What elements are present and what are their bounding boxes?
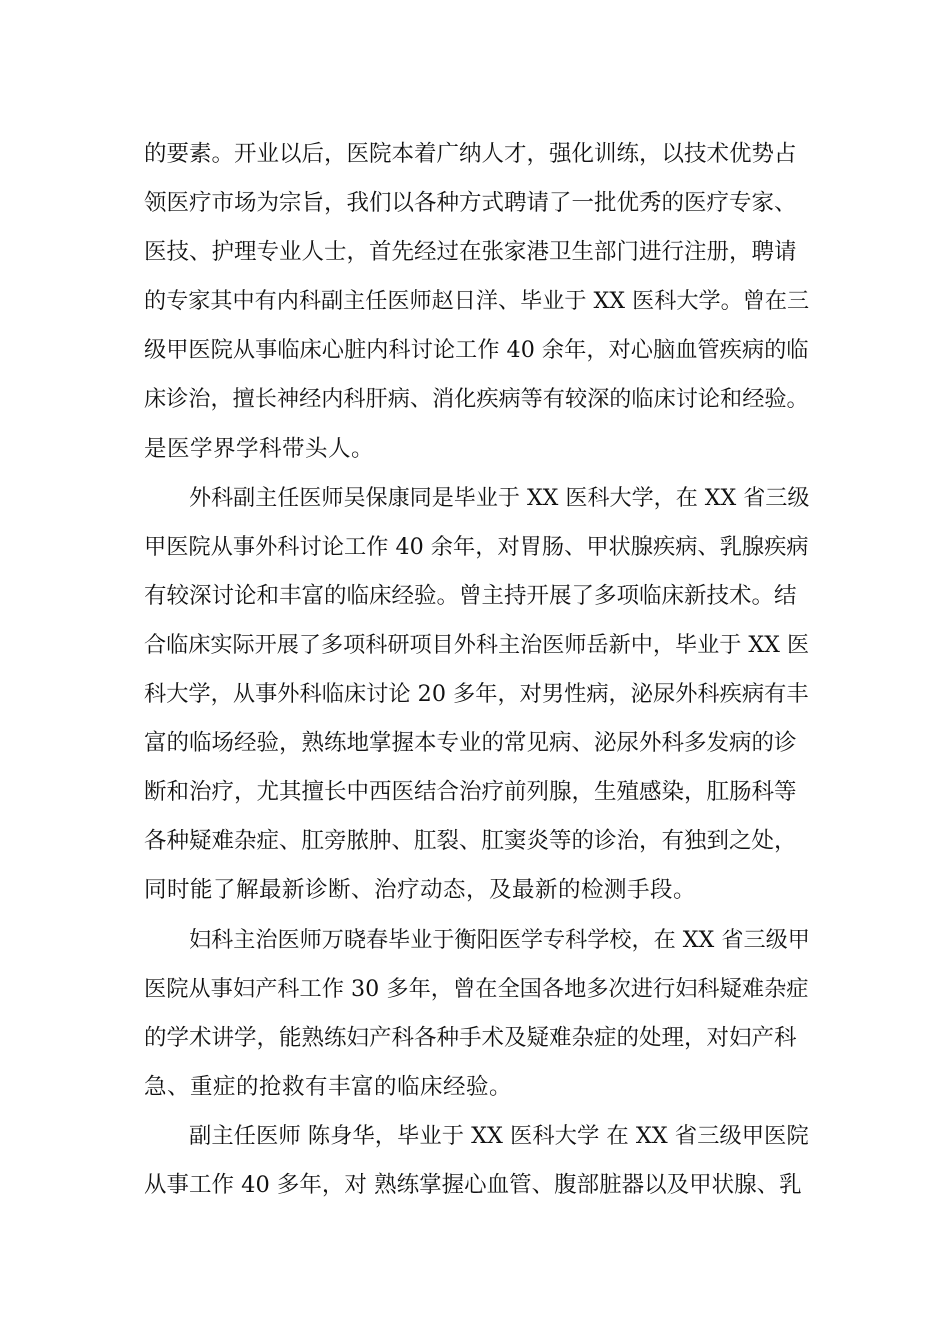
text-line: 急、重症的抢救有丰富的临床经验。 bbox=[144, 1073, 513, 1100]
text-line: 有较深讨论和丰富的临床经验。曾主持开展了多项临床新技术。结 bbox=[144, 582, 797, 609]
text-line: 甲医院从事外科讨论工作 40 余年，对胃肠、甲状腺疾病、乳腺疾病 bbox=[144, 533, 809, 560]
text-line: 同时能了解最新诊断、治疗动态，及最新的检测手段。 bbox=[144, 877, 697, 904]
text-line: 的专家其中有内科副主任医师赵日洋、毕业于 XX 医科大学。曾在三 bbox=[144, 288, 810, 315]
text-line: 外科副主任医师吴保康同是毕业于 XX 医科大学，在 XX 省三级 bbox=[189, 485, 810, 511]
text-line: 领医疗市场为宗旨，我们以各种方式聘请了一批优秀的医疗专家、 bbox=[144, 190, 797, 217]
text-line: 的学术讲学，能熟练妇产科各种手术及疑难杂症的处理，对妇产科 bbox=[144, 1024, 797, 1051]
text-line: 床诊治，擅长神经内科肝病、消化疾病等有较深的临床讨论和经验。 bbox=[144, 386, 809, 413]
text-line: 合临床实际开展了多项科研项目外科主治医师岳新中，毕业于 XX 医 bbox=[144, 631, 810, 658]
text-line: 副主任医师 陈身华，毕业于 XX 医科大学 在 XX 省三级甲医院 bbox=[189, 1122, 809, 1149]
text-line: 妇科主治医师万晓春毕业于衡阳医学专科学校，在 XX 省三级甲 bbox=[189, 926, 810, 953]
text-line: 的要素。开业以后，医院本着广纳人才，强化训练，以技术优势占 bbox=[144, 141, 797, 167]
text-line: 各种疑难杂症、肛旁脓肿、肛裂、肛窦炎等的诊治，有独到之处， bbox=[144, 828, 797, 855]
text-line: 断和治疗，尤其擅长中西医结合治疗前列腺，生殖感染，肛肠科等 bbox=[144, 779, 797, 806]
text-line: 科大学，从事外科临床讨论 20 多年，对男性病，泌尿外科疾病有丰 bbox=[144, 681, 809, 708]
text-line: 富的临场经验，熟练地掌握本专业的常见病、泌尿外科多发病的诊 bbox=[144, 730, 797, 757]
body-text bbox=[144, 130, 809, 1210]
text-line: 级甲医院从事临床心脏内科讨论工作 40 余年，对心脑血管疾病的临 bbox=[144, 337, 809, 364]
text-line: 是医学界学科带头人。 bbox=[144, 435, 375, 462]
text-line: 医技、护理专业人士，首先经过在张家港卫生部门进行注册，聘请 bbox=[144, 239, 797, 266]
text-line: 医院从事妇产科工作 30 多年，曾在全国各地多次进行妇科疑难杂症 bbox=[144, 975, 809, 1002]
text-line: 从事工作 40 多年，对 熟练掌握心血管、腹部脏器以及甲状腺、乳 bbox=[144, 1171, 802, 1198]
